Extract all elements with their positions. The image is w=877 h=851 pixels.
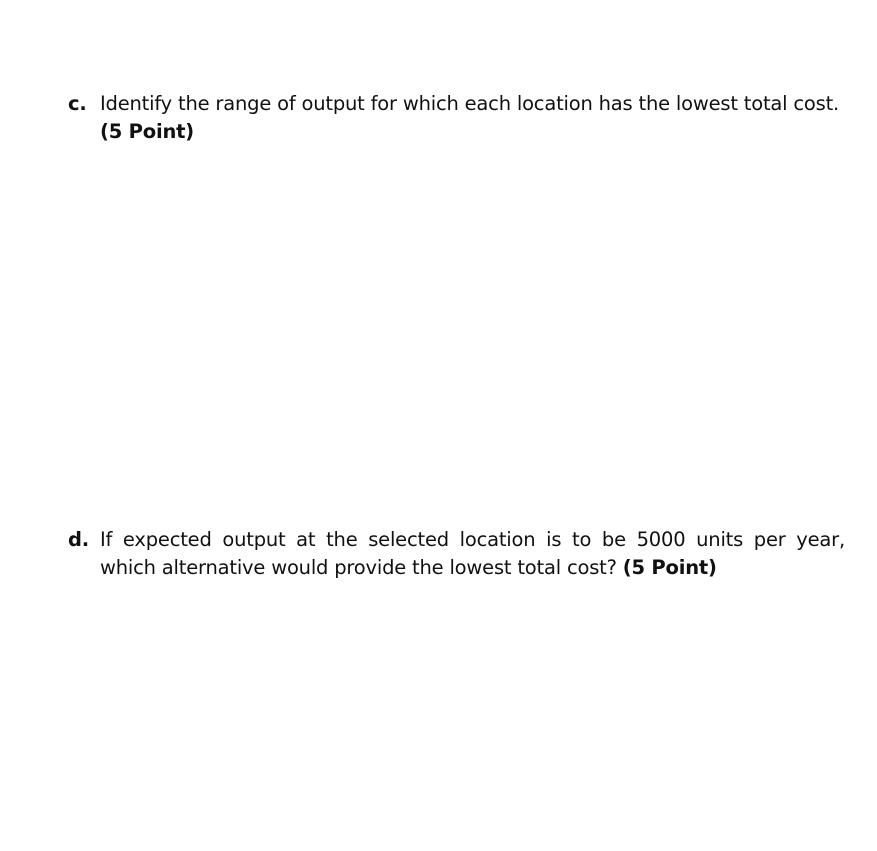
question-d-body [100,526,845,582]
question-d-text: If expected output at the selected location is to be 5000 units per year, which alternative would provide the lowest total cost? [100,528,845,579]
question-c-points: (5 Point) [100,120,194,143]
question-c [68,90,845,146]
question-c-body [100,90,845,146]
question-d-letter: d. [68,528,89,551]
question-d-points: (5 Point) [622,556,717,579]
question-c-letter: c. [68,92,87,115]
question-d [68,526,845,582]
question-c-text: Identify the range of output for which each location has the lowest total cost. [100,92,840,115]
